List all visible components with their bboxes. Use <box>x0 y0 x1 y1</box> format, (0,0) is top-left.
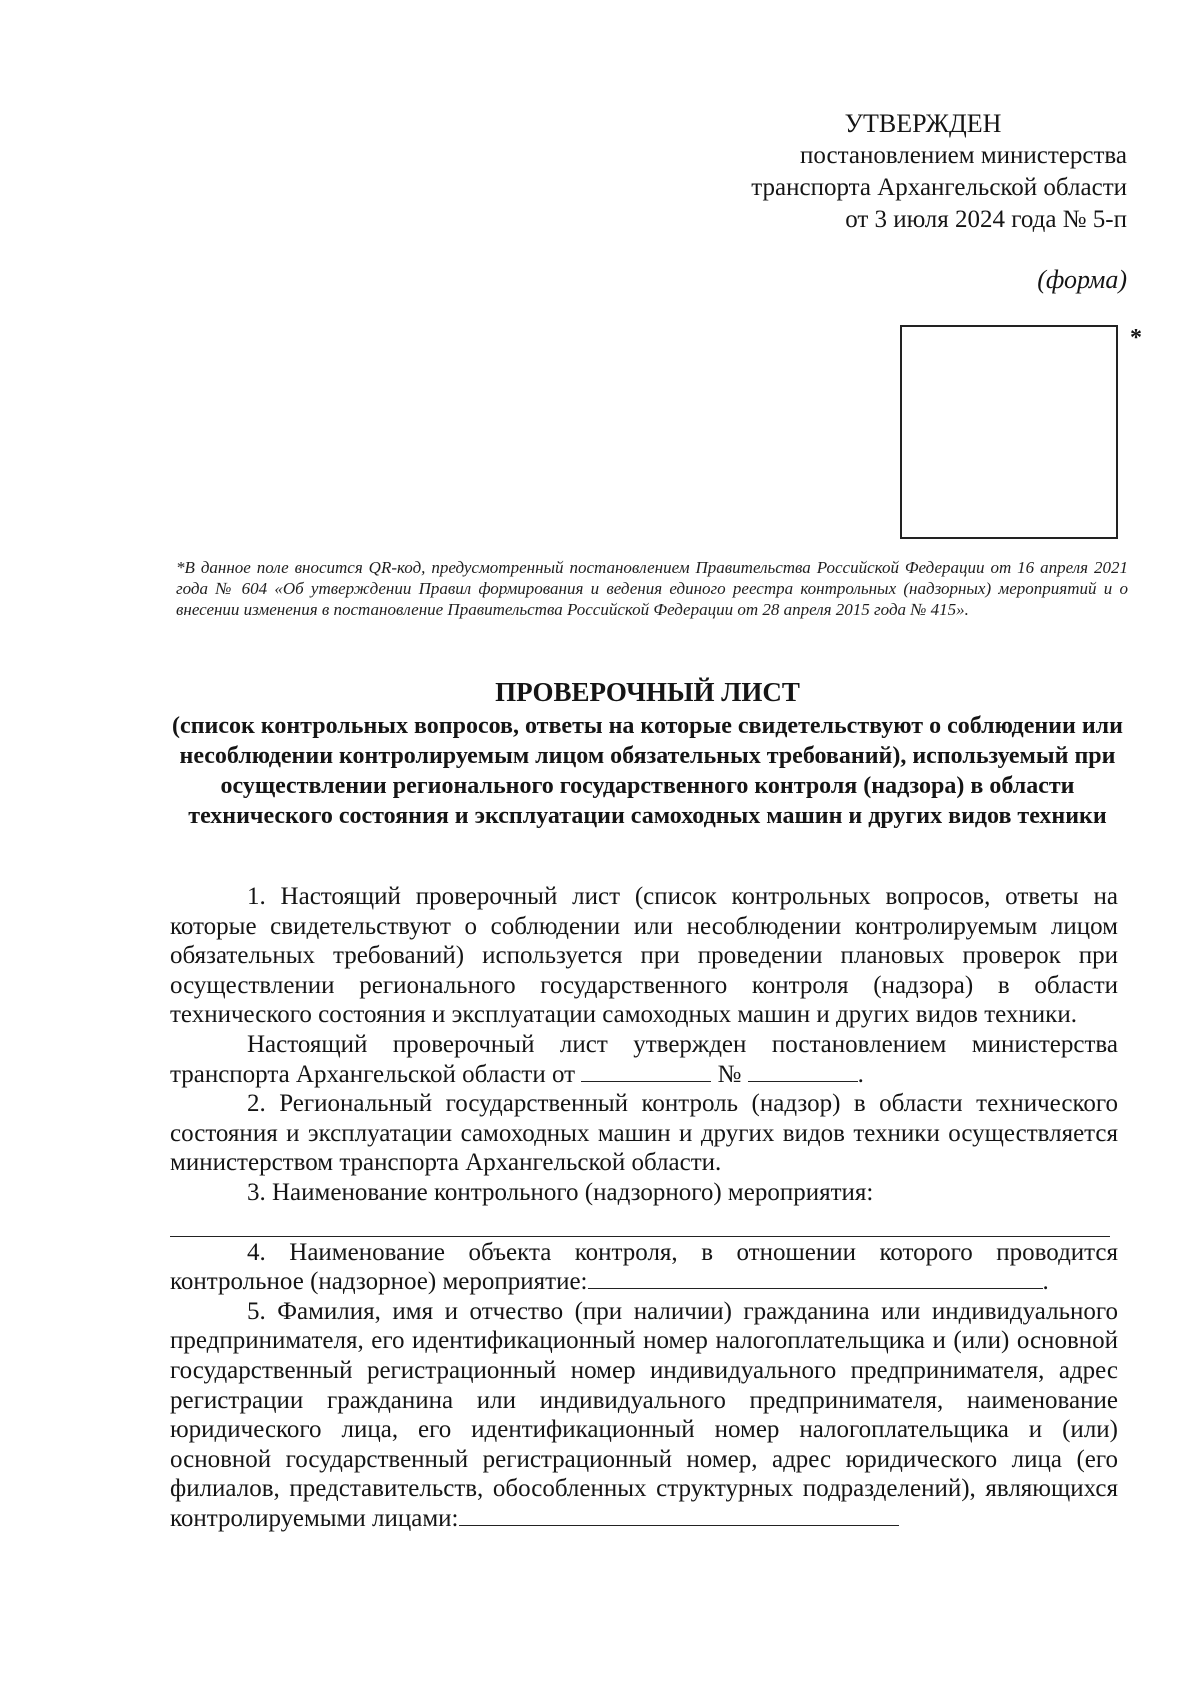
paragraph-1b-text: Настоящий проверочный лист утвержден постановлением министерства транспорта Архангельской области от <box>170 1030 1118 1088</box>
number-blank-line <box>748 1061 858 1082</box>
approval-heading: УТВЕРЖДЕН <box>844 109 1002 138</box>
paragraph-5 <box>170 1297 1118 1534</box>
qr-footnote-marker: * <box>1130 325 1142 351</box>
paragraph-4 <box>170 1238 1118 1297</box>
number-sign: № <box>717 1060 742 1088</box>
paragraph-5-text: 5. Фамилия, имя и отчество (при наличии) гражданина или индивидуального предпринимателя, его идентификационный номер налогоплательщика и (или) основной государственный регистрационный номер индивидуального предпринимателя, адрес регистрации гражданина или индивидуального предпринимателя, наименование юридического лица, его идентификационный номер налогоплательщика и (или) основной государственный регистрационный номер, адрес юридического лица (его филиалов, представительств, обособленных структурных подразделений), являющихся контролируемыми лицами: <box>170 1297 1118 1532</box>
paragraph-4-end: . <box>1042 1268 1049 1296</box>
paragraph-1: 1. Настоящий проверочный лист (список контрольных вопросов, ответы на которые свидетельствуют о соблюдении или несоблюдении контролируемым лицом обязательных требований) используется при проведении плановых проверок при осуществлении регионального государственного контроля (надзора) в области технического состояния и эксплуатации самоходных машин и других видов техники. <box>170 883 1118 1029</box>
approval-line-2: транспорта Архангельской области <box>751 174 1127 201</box>
approval-stamp <box>647 108 1127 236</box>
date-blank-line <box>581 1061 711 1082</box>
object-blank-line <box>588 1268 1043 1289</box>
paragraph-3: 3. Наименование контрольного (надзорного) мероприятия: <box>247 1178 874 1206</box>
qr-code-box <box>900 325 1118 539</box>
title-subtitle: (список контрольных вопросов, ответы на которые свидетельствуют о соблюдении или несоблюдении контролируемым лицом обязательных требований), используемый при осуществлении регионального государственного контроля (надзора) в области технического состояния и эксплуатации самоходных машин и других видов техники <box>172 713 1123 829</box>
paragraph-2: 2. Региональный государственный контроль (надзор) в области технического состояния и эксплуатации самоходных машин и других видов техники осуществляется министерством транспорта Архангельской области. <box>170 1090 1118 1177</box>
controlled-persons-blank-line <box>459 1505 899 1526</box>
paragraph-4-text: 4. Наименование объекта контроля, в отношении которого проводится контрольное (надзорное) мероприятие: <box>170 1238 1118 1296</box>
paragraph-1b-end: . <box>857 1060 864 1088</box>
paragraph-1b <box>170 1030 1118 1089</box>
title-main: ПРОВЕРОЧНЫЙ ЛИСТ <box>495 677 800 707</box>
form-label: (форма) <box>1037 265 1127 294</box>
document-body <box>170 882 1118 1533</box>
approval-line-3: от 3 июля 2024 года № 5-п <box>845 206 1127 233</box>
event-name-blank-line <box>170 1208 1110 1237</box>
qr-footnote: *В данное поле вносится QR-код, предусмотренный постановлением Правительства Российской Федерации от 16 апреля 2021 года № 604 «Об утверждении Правил формирования и ведения единого реестра контрольных (надзорных) мероприятий и о внесении изменения в постановление Правительства Российской Федерации от 28 апреля 2015 года № 415». <box>176 558 1128 619</box>
document-title <box>155 675 1140 831</box>
approval-line-1: постановлением министерства <box>800 142 1127 169</box>
